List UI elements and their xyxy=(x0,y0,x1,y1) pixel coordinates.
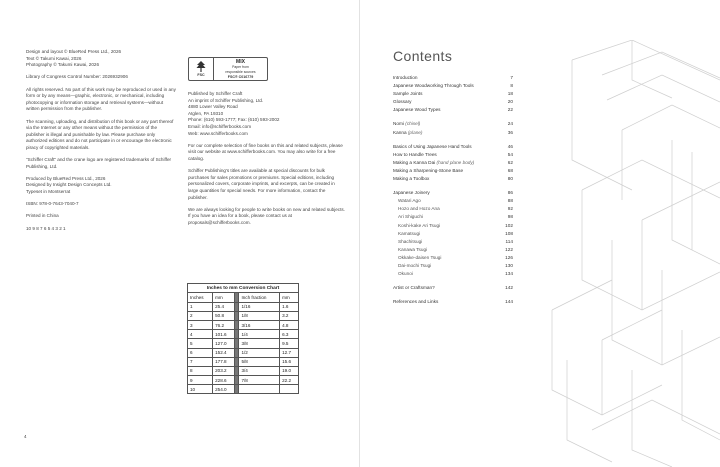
toc-entry xyxy=(393,262,513,270)
toc-entry-title xyxy=(393,82,474,90)
toc-entry-title xyxy=(393,213,423,221)
toc-entry-title xyxy=(393,262,431,270)
toc-entry xyxy=(393,74,513,82)
toc-entry-title-text: Making a Sharpening-Stone Base xyxy=(393,167,464,173)
toc-entry-page: 7 xyxy=(510,75,513,80)
publisher-line: An imprint of Schiffer Publishing, Ltd. xyxy=(188,97,264,103)
toc-entry-page: 62 xyxy=(507,159,513,165)
toc-entry xyxy=(393,159,513,167)
fsc-paper-line: Paper from xyxy=(232,65,249,70)
conversion-chart-body xyxy=(188,302,299,394)
conversion-cell: 10 xyxy=(188,385,213,394)
conversion-chart-header-row xyxy=(188,293,299,302)
isbn: ISBN: 978-0-7643-7040-7 xyxy=(26,201,79,207)
toc-entry-title-text: Shachitsugi xyxy=(398,238,423,244)
toc-entry-title xyxy=(393,129,422,137)
publisher-column xyxy=(188,91,346,232)
conversion-row xyxy=(188,302,299,311)
conversion-cell: 6 xyxy=(188,348,213,357)
conversion-cell: 9.5 xyxy=(280,339,299,348)
toc-entry-title-text: Japanese Wood Types xyxy=(393,107,441,113)
conversion-chart xyxy=(187,283,299,394)
conversion-cell: 3/8 xyxy=(239,339,280,348)
conversion-cell: 2 xyxy=(188,311,213,320)
production-line: Typeset in Montserrat xyxy=(26,189,71,195)
conversion-cell: 8 xyxy=(188,366,213,375)
conversion-cell xyxy=(280,385,299,394)
toc-entry xyxy=(393,230,513,238)
conversion-row xyxy=(188,320,299,329)
fsc-label-box xyxy=(188,57,268,81)
toc-entry-title xyxy=(393,222,440,230)
toc-entry xyxy=(393,167,513,175)
toc-entry xyxy=(393,213,513,221)
joinery-line-drawing xyxy=(512,40,720,467)
toc-entry-title xyxy=(393,143,472,151)
toc-entry-page: 18 xyxy=(507,91,513,97)
toc-entry-page: 102 xyxy=(505,222,513,228)
publisher-line: Atglen, PA 19310 xyxy=(188,110,224,116)
conversion-cell: 177.8 xyxy=(213,357,235,366)
toc-entry xyxy=(393,143,513,151)
toc-entry-title xyxy=(393,298,438,306)
conversion-cell: 1.6 xyxy=(280,302,299,311)
conversion-row xyxy=(188,348,299,357)
conversion-cell: 1/2 xyxy=(239,348,280,357)
fsc-paper-line: responsible sources xyxy=(225,69,256,74)
conversion-cell: 1 xyxy=(188,302,213,311)
conversion-cell: 15.6 xyxy=(280,357,299,366)
conversion-cell: 254.0 xyxy=(213,385,235,394)
toc-entry xyxy=(393,246,513,254)
conversion-cell: 3.2 xyxy=(280,311,299,320)
toc-entry-title-text: How to Handle Trees xyxy=(393,151,437,157)
toc-entry-page: 36 xyxy=(507,129,513,135)
toc-entry-title xyxy=(393,175,429,183)
toc-entry-title-text: Japanese Joinery xyxy=(393,190,430,196)
toc-entry xyxy=(393,197,513,205)
toc-entry-title-text: Okunoi xyxy=(398,271,413,277)
toc-entry-page: 114 xyxy=(505,238,513,244)
publisher-line: 4880 Lower Valley Road xyxy=(188,104,238,110)
conversion-cell: 6.3 xyxy=(280,330,299,339)
toc-entry xyxy=(393,129,513,137)
fsc-text xyxy=(214,58,267,80)
toc-entry-title xyxy=(393,159,474,167)
toc-entry xyxy=(393,284,513,292)
toc-entry-title-text: Dai-mochi Tsugi xyxy=(398,262,432,268)
publisher-line: Email: info@schifferbooks.com xyxy=(188,123,252,129)
toc-entry-page: 144 xyxy=(505,299,513,305)
toc-entry-page: 24 xyxy=(507,121,513,127)
conversion-cell: 152.4 xyxy=(213,348,235,357)
fsc-logo-label: FSC xyxy=(197,73,205,77)
toc-entry xyxy=(393,254,513,262)
page-number: 4 xyxy=(24,434,27,439)
toc-entry-title xyxy=(393,120,420,128)
column-header: Inches xyxy=(188,293,213,302)
conversion-cell: 1/8 xyxy=(239,311,280,320)
credit-line: Photography © Takumi Kawai, 2026 xyxy=(26,62,100,68)
printed-in: Printed in China xyxy=(26,213,59,219)
toc-entry xyxy=(393,120,513,128)
toc-entry-title xyxy=(393,98,412,106)
toc-entry-title xyxy=(393,90,422,98)
toc-entry-title xyxy=(393,205,440,213)
conversion-cell: 25.4 xyxy=(213,302,235,311)
toc-entry-title-text: Making a Toolbox xyxy=(393,176,430,182)
conversion-cell: 12.7 xyxy=(280,348,299,357)
toc-entry xyxy=(393,222,513,230)
fsc-mix: MIX xyxy=(236,59,245,66)
fsc-logo xyxy=(189,58,214,80)
column-header: mm xyxy=(280,293,299,302)
publisher-block xyxy=(188,91,346,137)
conversion-cell: 127.0 xyxy=(213,339,235,348)
production-line: Designed by Insight Design Concepts Ltd. xyxy=(26,182,112,188)
toc-entry-title-text: Kanna xyxy=(393,129,407,135)
conversion-row xyxy=(188,339,299,348)
conversion-cell: 50.8 xyxy=(213,311,235,320)
toc-entry-title-text: Basics of Using Japanese Hand Tools xyxy=(393,143,472,149)
production-block xyxy=(26,176,176,196)
toc-entry-title xyxy=(393,246,427,254)
toc-entry-title-text: Introduction xyxy=(393,75,418,80)
conversion-cell: 76.2 xyxy=(213,320,235,329)
toc-entry-title xyxy=(393,238,422,246)
toc-entry-note: (plane) xyxy=(407,129,423,135)
rights-notice: All rights reserved. No part of this work may be reproduced or used in any form or by any means—graphic, electronic, or mechanical, including photocopying or information storage and retrieval systems—without written permission from the publisher. xyxy=(26,86,176,112)
conversion-row xyxy=(188,357,299,366)
toc-entry-title-text: Koshi-kake Ari Tsugi xyxy=(398,222,441,228)
conversion-chart-title-row xyxy=(188,284,299,293)
toc-entry-title-text: Sample Joints xyxy=(393,91,423,97)
toc-entry-title xyxy=(393,74,418,82)
toc-entry-page: 92 xyxy=(507,206,513,212)
authors-notice: We are always looking for people to write books on new and related subjects. If you have an idea for a book, please contact us at proposals@schifferbooks.com. xyxy=(188,206,345,225)
conversion-cell: 7 xyxy=(188,357,213,366)
toc-entry-page: 86 xyxy=(507,190,513,196)
credit-line: Text © Takumi Kawai, 2026 xyxy=(26,55,82,61)
toc-entry-title-text: Watari Ago xyxy=(398,198,421,204)
toc-entry xyxy=(393,98,513,106)
column-header: Inch fraction xyxy=(239,293,280,302)
toc-entry-page: 8 xyxy=(510,83,513,89)
conversion-row xyxy=(188,385,299,394)
toc-entry-page: 80 xyxy=(507,176,513,182)
conversion-chart-title: Inches to mm Conversion Chart xyxy=(188,284,299,293)
conversion-cell: 1/4 xyxy=(239,330,280,339)
production-line: Produced by BlueRed Press Ltd., 2026 xyxy=(26,175,106,181)
toc-entry-title-text: Kanawa Tsugi xyxy=(398,246,428,252)
conversion-cell: 203.2 xyxy=(213,366,235,375)
printing-line: 10 9 8 7 6 5 4 3 2 1 xyxy=(26,225,66,231)
conversion-cell: 9 xyxy=(188,376,213,385)
toc-entry-title-text: Glossary xyxy=(393,99,412,105)
conversion-row xyxy=(188,366,299,375)
toc-entry-title-text: Hozo and Hozo Ana xyxy=(398,206,440,212)
toc-entry-note: (hand plane body) xyxy=(436,159,475,165)
catalog-notice: For our complete selection of fine books on this and related subjects, please visit our website at www.schifferbooks.com. You may also write for a free catalog. xyxy=(188,142,343,161)
conversion-cell: 1/16 xyxy=(239,302,280,311)
toc-entry-title-text: References and Links xyxy=(393,299,439,305)
toc-entry-title xyxy=(393,197,421,205)
conversion-cell: 5 xyxy=(188,339,213,348)
conversion-cell: 3 xyxy=(188,320,213,329)
toc-entry-page: 54 xyxy=(507,151,513,157)
toc-entry-title xyxy=(393,167,463,175)
toc-entry-title-text: Making a Kanna Dai xyxy=(393,159,436,165)
discounts-notice: Schiffer Publishing's titles are available at special discounts for bulk purchases for sales promotions or premiums. Special editions, including personalized covers, corporate imprints, and excerpts, can be created in large quantities for special needs. For more information, contact the publisher. xyxy=(188,168,335,200)
toc-entry-title-text: Ari Shiguchi xyxy=(398,214,424,220)
publisher-line: Phone: (610) 593-1777; Fax: (610) 593-2002 xyxy=(188,117,280,123)
conversion-cell: 19.0 xyxy=(280,366,299,375)
toc-entry-page: 88 xyxy=(507,198,513,204)
conversion-row xyxy=(188,330,299,339)
toc-entry-page: 98 xyxy=(507,214,513,220)
toc-entry-title-text: Japanese Woodworking Through Tools xyxy=(393,83,474,89)
fsc-code: FSC® C016779 xyxy=(227,74,254,79)
copyright-column xyxy=(26,49,176,238)
conversion-row xyxy=(188,311,299,320)
conversion-cell: 3/16 xyxy=(239,320,280,329)
conversion-cell: 22.2 xyxy=(280,376,299,385)
toc-entry xyxy=(393,238,513,246)
toc-entry-page: 142 xyxy=(505,285,513,291)
toc-entry xyxy=(393,82,513,90)
table-of-contents xyxy=(393,74,513,306)
conversion-row xyxy=(188,376,299,385)
conversion-cell: 228.6 xyxy=(213,376,235,385)
conversion-cell: 3/4 xyxy=(239,366,280,375)
toc-entry-title-text: Okkake-daisen Tsugi xyxy=(398,254,442,260)
publisher-line: Web: www.schifferbooks.com xyxy=(188,130,248,136)
toc-entry-page: 126 xyxy=(505,254,513,260)
toc-entry-page: 46 xyxy=(507,143,513,149)
toc-entry xyxy=(393,270,513,278)
toc-entry-title-text: Kamatsugi xyxy=(398,230,421,236)
toc-entry-page: 68 xyxy=(507,167,513,173)
toc-entry-title xyxy=(393,230,420,238)
loc-number: Library of Congress Control Number: 2026932906 xyxy=(26,74,128,80)
toc-entry xyxy=(393,151,513,159)
conversion-cell xyxy=(239,385,280,394)
toc-entry xyxy=(393,175,513,183)
credits-block xyxy=(26,49,176,69)
toc-entry xyxy=(393,106,513,114)
piracy-notice: The scanning, uploading, and distribution of this book or any part thereof via the Internet or any other means without the permission of the publisher is illegal and punishable by law. Please purchase only authorized editions and do not participate in or encourage the electronic piracy of copyrighted materials. xyxy=(26,118,174,150)
toc-entry-page: 122 xyxy=(505,246,513,252)
toc-entry-page: 134 xyxy=(505,271,513,277)
trademark-notice: "Schiffer Craft" and the crane logo are registered trademarks of Schiffer Publishing, Ltd. xyxy=(26,157,172,169)
toc-entry-title xyxy=(393,254,441,262)
conversion-cell: 4 xyxy=(188,330,213,339)
toc-entry xyxy=(393,90,513,98)
toc-entry xyxy=(393,189,513,197)
toc-entry-title xyxy=(393,106,441,114)
toc-entry xyxy=(393,298,513,306)
toc-entry-page: 22 xyxy=(507,107,513,113)
conversion-cell: 7/8 xyxy=(239,376,280,385)
fsc-tree-icon xyxy=(196,61,206,72)
publisher-line: Published by Schiffer Craft xyxy=(188,91,243,96)
toc-entry-title xyxy=(393,270,413,278)
toc-entry-page: 20 xyxy=(507,99,513,105)
credit-line: Design and layout © BlueRed Press Ltd., 2026 xyxy=(26,49,122,54)
toc-entry-title xyxy=(393,284,435,292)
conversion-cell: 5/8 xyxy=(239,357,280,366)
conversion-cell: 101.6 xyxy=(213,330,235,339)
toc-entry-title xyxy=(393,189,430,197)
toc-entry xyxy=(393,205,513,213)
column-header: mm xyxy=(213,293,235,302)
toc-entry-page: 108 xyxy=(505,230,513,236)
toc-entry-page: 130 xyxy=(505,262,513,268)
toc-entry-title-text: Nomi xyxy=(393,121,404,127)
toc-entry-title xyxy=(393,151,437,159)
toc-entry-note: (chisel) xyxy=(405,121,421,127)
conversion-cell: 4.8 xyxy=(280,320,299,329)
toc-entry-title-text: Artist or Craftsman? xyxy=(393,285,435,291)
contents-title: Contents xyxy=(393,48,453,64)
